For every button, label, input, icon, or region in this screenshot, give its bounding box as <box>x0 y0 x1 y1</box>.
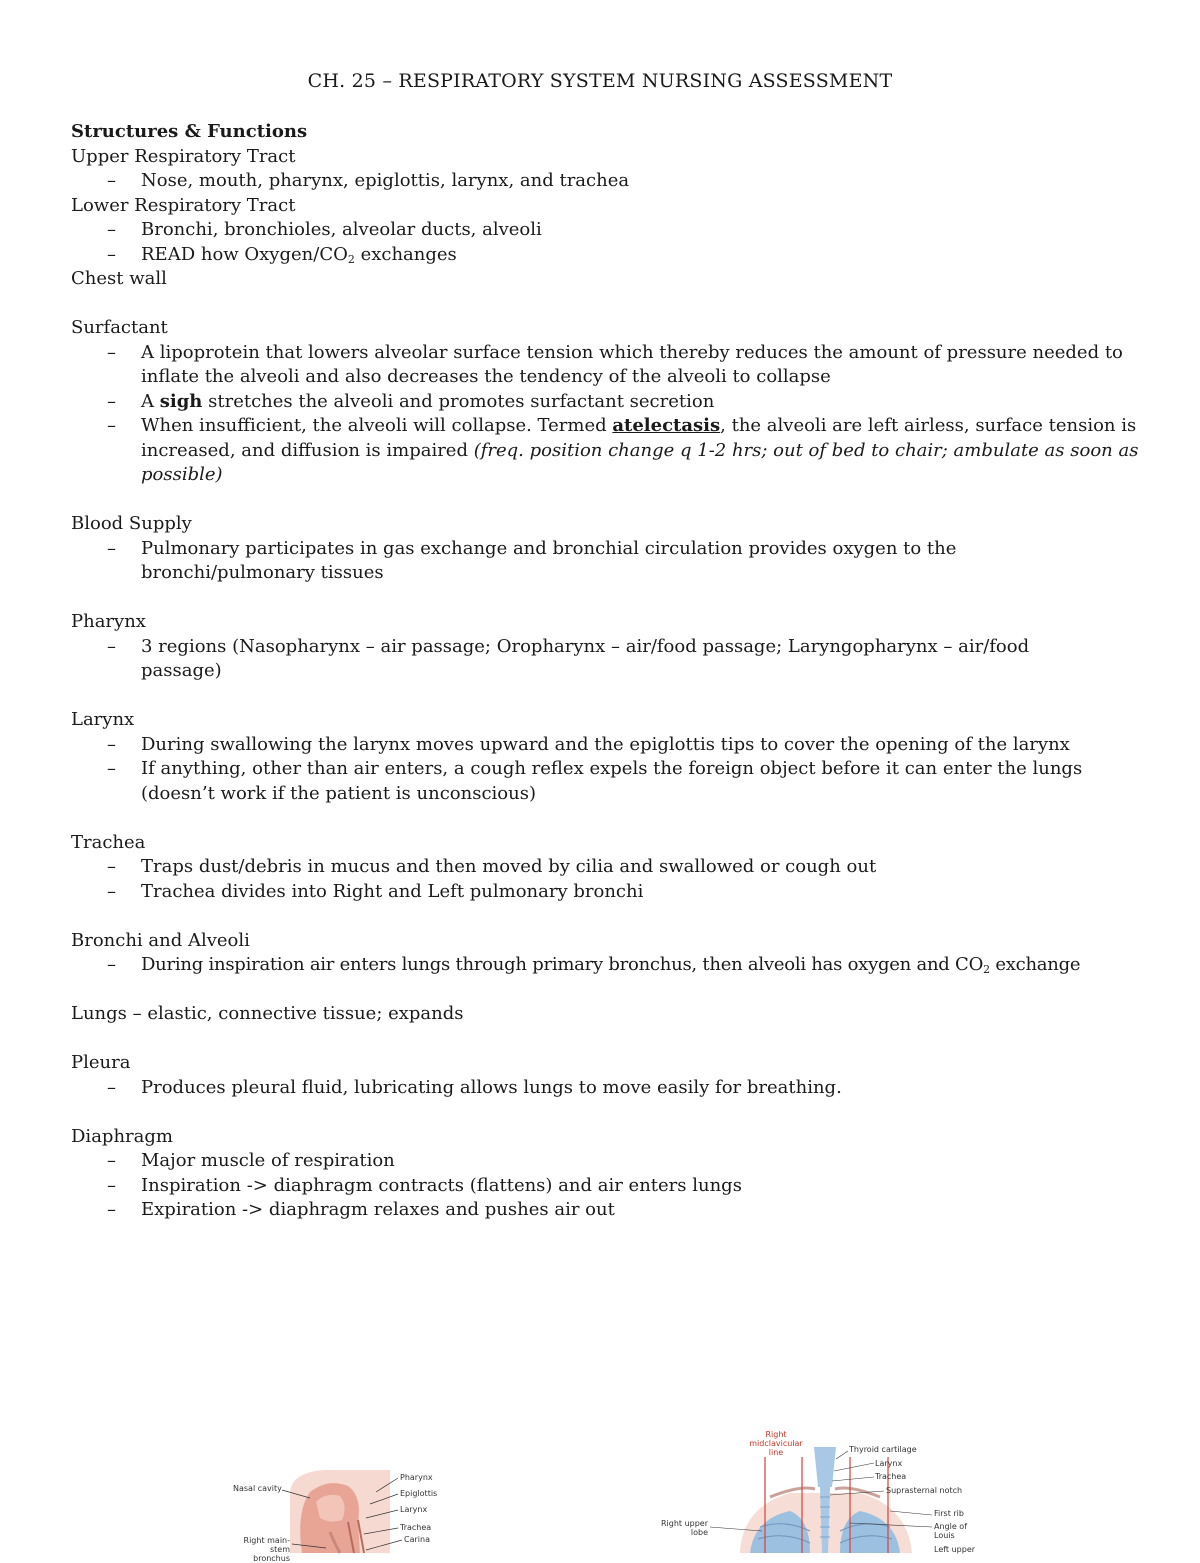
label-angle-louis: Angle of Louis <box>934 1522 968 1540</box>
subscript: 2 <box>347 252 355 266</box>
trachea-list <box>71 855 1151 904</box>
label-carina: Carina <box>404 1535 430 1544</box>
surfactant-list <box>71 341 1151 488</box>
emphasis-sigh: sigh <box>159 390 203 412</box>
list-item <box>71 243 1151 268</box>
pharynx-list <box>71 635 1151 684</box>
diaphragm-list <box>71 1149 1151 1223</box>
larynx-list <box>71 733 1151 807</box>
italic-note: (freq. position change q 1-2 hrs; out of bed to chair; ambulate as soon as possible) <box>141 439 1139 485</box>
list-item: – A lipoprotein that lowers alveolar surface tension which thereby reduces the amount of pressure needed to inflate the alveoli and also decreases the tendency of the alveoli to collapse <box>71 341 1151 390</box>
label-nasal-cavity: Nasal cavity <box>233 1484 282 1493</box>
label-right-bronchus: Right main-stem bronchus <box>243 1536 290 1563</box>
subscript: 2 <box>983 963 990 976</box>
list-item: – If anything, other than air enters, a cough reflex expels the foreign object before it can enter the lungs (doesn’t work if the patient is unconscious) <box>71 757 1151 806</box>
diaphragm-label: Diaphragm <box>71 1125 173 1147</box>
larynx-label: Larynx <box>71 709 135 730</box>
label-left-upper: Left upper <box>934 1545 976 1554</box>
notes-body <box>71 120 1151 1223</box>
label-trachea: Trachea <box>400 1523 432 1532</box>
list-item: – Produces pleural fluid, lubricating allows lungs to move easily for breathing. <box>71 1076 1151 1101</box>
upper-tract-label: Upper Respiratory Tract <box>71 145 296 167</box>
blood-supply-list <box>71 537 1151 586</box>
thorax-figure <box>650 1427 990 1553</box>
bronchi-alveoli-label: Bronchi and Alveoli <box>71 929 250 951</box>
item-text: When insufficient, the alveoli will collapse. Termed <box>141 415 613 436</box>
surfactant-label: Surfactant <box>71 317 168 338</box>
blood-supply-label: Blood Supply <box>71 513 192 534</box>
upper-airway-figure <box>230 1462 445 1563</box>
lower-tract-list <box>71 218 1151 267</box>
item-text: READ how Oxygen/CO <box>141 243 348 265</box>
list-item: – Nose, mouth, pharynx, epiglottis, larynx, and trachea <box>71 169 1151 194</box>
item-text: During inspiration air enters lungs through primary bronchus, then alveoli has oxygen and CO <box>141 954 984 975</box>
page-title: CH. 25 – RESPIRATORY SYSTEM NURSING ASSESSMENT <box>307 70 893 92</box>
label-first-rib: First rib <box>934 1509 964 1518</box>
item-text: stretches the alveoli and promotes surfactant secretion <box>202 390 715 412</box>
lower-tract-label: Lower Respiratory Tract <box>71 194 296 216</box>
label-trachea: Trachea <box>875 1472 907 1481</box>
label-larynx: Larynx <box>400 1505 428 1514</box>
label-larynx: Larynx <box>875 1459 903 1468</box>
item-text: exchanges <box>354 243 457 265</box>
list-item: – 3 regions (Nasopharynx – air passage; Oropharynx – air/food passage; Laryngopharynx – air/food passage) <box>71 635 1151 684</box>
list-item: – Expiration -> diaphragm relaxes and pushes air out <box>71 1198 1151 1223</box>
chest-wall-label: Chest wall <box>71 268 167 289</box>
list-item: – During swallowing the larynx moves upward and the epiglottis tips to cover the opening of the larynx <box>71 733 1151 758</box>
list-item: – Pulmonary participates in gas exchange and bronchial circulation provides oxygen to the bronchi/pulmonary tissues <box>71 537 1151 586</box>
list-item <box>71 414 1151 488</box>
list-item: – Trachea divides into Right and Left pulmonary bronchi <box>71 880 1151 905</box>
item-text: , the alveoli are left airless, surface tension is increased, and diffusion is impaired <box>141 415 1137 461</box>
item-text: A <box>141 390 160 412</box>
label-right-upper-lobe: Right upper lobe <box>660 1519 708 1537</box>
label-suprasternal: Suprasternal notch <box>886 1486 963 1495</box>
list-item: – Inspiration -> diaphragm contracts (flattens) and air enters lungs <box>71 1174 1151 1199</box>
list-item <box>71 953 1151 978</box>
upper-tract-list <box>71 169 1151 194</box>
list-item: – Major muscle of respiration <box>71 1149 1151 1174</box>
label-thyroid: Thyroid cartilage <box>849 1445 917 1454</box>
bronchi-alveoli-list <box>71 953 1151 978</box>
label-epiglottis: Epiglottis <box>400 1489 438 1498</box>
list-item: – Traps dust/debris in mucus and then moved by cilia and swallowed or cough out <box>71 855 1151 880</box>
lungs-line: Lungs – elastic, connective tissue; expands <box>71 1003 464 1024</box>
pharynx-label: Pharynx <box>71 611 146 632</box>
list-item <box>71 390 1151 415</box>
label-midclavicular: Right midclavicular line <box>749 1430 803 1457</box>
list-item: – Bronchi, bronchioles, alveolar ducts, alveoli <box>71 218 1151 243</box>
trachea-label: Trachea <box>71 831 146 853</box>
pleura-list <box>71 1076 1151 1101</box>
structures-heading: Structures & Functions <box>71 121 308 142</box>
emphasis-atelectasis: atelectasis <box>612 415 721 436</box>
label-pharynx: Pharynx <box>400 1473 433 1482</box>
pleura-label: Pleura <box>71 1052 131 1073</box>
item-text: exchange <box>989 954 1081 975</box>
